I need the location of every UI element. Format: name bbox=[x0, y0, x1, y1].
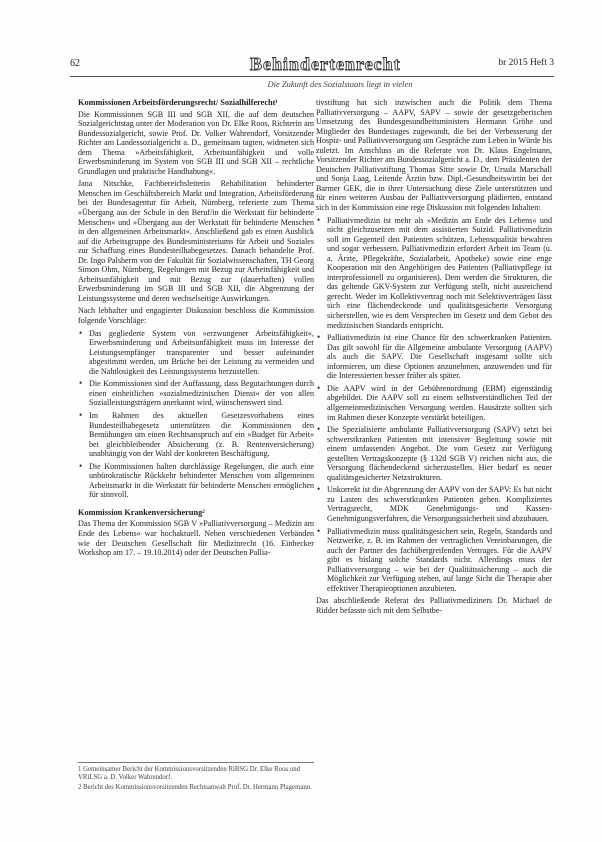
paragraph: Das abschließende Referat des Palliativmediziners Dr. Michael de Ridder befasste sich mit dem Selbstbe- bbox=[316, 596, 552, 615]
journal-title: Behindertenrecht bbox=[250, 54, 401, 74]
running-header bbox=[70, 54, 554, 77]
issue-label: br 2015 Heft 3 bbox=[498, 58, 554, 68]
list-item: • Die AAPV wird in der Gebührenordnung (EBM) eigenständig abgebildet. Die AAPV soll zu einem selbstverständlichen Teil der allgemeinmedizinischen Versorgung werden. Hausärzte sollten sich im Rahmen dieser Konzepte verstärkt beteiligen. bbox=[327, 384, 552, 422]
footnote: 1 Gemeinsamer Bericht der Kommissionsvorsitzenden RiBSG Dr. Elke Roos und VRiLSG a. D. Volker Wahrendorf. bbox=[78, 766, 301, 781]
list-item: • Palliativmedizin muss qualitätsgesichert sein, Regeln, Standards und Netzwerke, z. B. im Rahmen der vertraglichen Vereinbarungen, die auch der Partner des fachübergreifenden Vertrages. Für die AAPV gibt es bislang solche Standards nicht. Allerdings muss der Palliativversorgung – wie bei der Qualitätssicherung – auch die Möglichkeit zur Verfügung stehen, auf lange Sicht die Therapie aber effektiver Therapieoptionen anzubieten. bbox=[327, 527, 552, 594]
list-item: • Palliativmedizin ist eine Chance für den schwerkranken Patienten. Das gilt sowohl für die Allgemeine ambulante Versorgung (AAPV) als auch die SAPV. Die Gesellschaft insgesamt sollte sich informieren, um diese Optionen anzunehmen, anzuwenden und für die Interessierten besser früher als später. bbox=[327, 333, 552, 381]
paragraph: Das Thema der Kommission SGB V »Palliativversorgung – Medizin am Ende des Lebens« war hochaktuell. Neben verschiedenen Verbänden wie der Deutschen Gesellschaft für Medizinrecht (16. Einbecker Workshop am 17. – 19.10.2014) oder der Deutschen Pallia- bbox=[78, 519, 314, 558]
footnote: 2 Bericht des Kommissionsvorsitzenden Rechtsanwalt Prof. Dr. Hermann Plagemann. bbox=[78, 784, 312, 791]
left-column bbox=[78, 98, 314, 561]
list-item: • Unkorrekt ist die Abgrenzung der AAPV von der SAPV: Es hat nicht zu Lasten des schwerstkranken Patienten gehen. Kompliziertes Vertragsrecht, MDK Genehmigungs- und Kassen-Genehmigungsverfahren, die Versorgungssicherheit sind abzubauen. bbox=[327, 485, 552, 523]
page-number: 62 bbox=[70, 58, 80, 69]
list-item: • Die Kommissionen halten durchlässige Regelungen, die auch eine unbürokratische Rückkehr behinderter Menschen vom allgemeinen Arbeitsmarkt in die Werkstatt für behinderte Menschen ermöglichen für sinnvoll. bbox=[89, 462, 314, 500]
paragraph: tivstiftung hat sich inzwischen auch die Politik dem Thema Palliativversorgung – AAPV, SAPV – sowie der gesetzgeberischen Umsetzung des Bundesgesundheitsministers Hermann Gröhe und Mitglieder des Bundestages zugewandt, die bei der Verbesserung der Hospiz- und Palliativversorgung um Gespräche zum Leben in Würde bis zuletzt. Im Anschluss an die Referate von Dr. Klaus Engelmann, Vorsitzender Richter am Bundessozialgericht a. D., dem Präsidenten der Deutschen Palliativstiftung Thomas Sitte sowie Dr. Ursula Marschall und Sonja Laag, Leitende Ärztin bzw. Dipl.-Gesundheitswirtin bei der Barmer GEK, die in ihrer Untersuchung diese Ziele unterstützten und für einen weiteren Ausbau der Palliativversorgung plädierten, entstand sich in der Kommission eine rege Diskussion mit folgenden Inhalten: bbox=[316, 98, 552, 213]
list-item: • Das gegliederte System von »erzwungener Arbeitsfähigkeit«, Erwerbsminderung und Arbeitsunfähigkeit muss im Interesse der Leistungsempfänger transparenter und besser aufeinander abgestimmt werden, um Brüche bei der Leistung zu vermeiden und die Nahtlosigkeit des Leistungssystems herzustellen. bbox=[89, 329, 314, 377]
section-heading: Kommissionen Arbeitsförderungsrecht/ Sozialhilferecht¹ bbox=[78, 98, 278, 107]
list-item: • Die Spezialisierte ambulante Palliativversorgung (SAPV) setzt bei schwerstkranken Patienten mit intensiver Begleitung sowie mit einem umfassenden Angebot. Die vom Gesetz zur Verfügung gestellten Vertragskonzepte (§ 132d SGB V) reichen nicht aus, die Versorgung flächendeckend sicherzustellen. Hier bedarf es neuer qualitätsgesicherter Netzstrukturen. bbox=[327, 425, 552, 482]
section-heading: Kommission Krankenversicherung² bbox=[78, 507, 205, 517]
paragraph: Jana Nitschke, Fachbereichsleiterin Rehabilitation behinderter Menschen im Geschäftsbereich Markt und Integration, Arbeitsförderung bei der Bundesagentur für Arbeit, Nürnberg, referierte zum Thema »Übergang aus der Schule in den Beruf/in die Werkstatt für behinderte Menschen« und »Übergang aus der Werkstatt für behinderte Menschen in den allgemeinen Arbeitsmarkt«. Anschließend gab es einen Ausblick auf die Arbeitsgruppe des Bundesministeriums für Arbeit und Soziales zur Schaffung eines Bundesteilhabegesetzes. Danach behandelte Prof. Dr. Ingo Palsherm von der Fakultät für Sozialwissenschaften, TH Georg Simon Ohm, Nürnberg, Regelungen mit Bezug zur Arbeitsfähigkeit und Arbeitsunfähigkeit und mit Bezug zur (dauerhaften) vollen Erwerbsminderung im SGB III und SGB XII, die Abgrenzung der Leistungssysteme und deren wechselseitige Auswirkungen. bbox=[78, 179, 314, 303]
list-item: • Palliativmedizin ist mehr als »Medizin am Ende des Lebens« und nicht gleichzusetzen mit dem assistierten Suizid. Palliativmedizin soll im Gegenteil den Patienten schützen, Lebensqualität bewahren und sogar verbessern. Palliativmedizin erfordert Arbeit im Team (u. a. Ärzte, Pflegekräfte, Sozialarbeit, Apotheke) sowie eine enge Kooperation mit den Angehörigen des Patienten (Palliativpflege ist interprofessionell zu organisieren). Dem werden die Strukturen, die das geltende GKV-System zur Verfügung stellt, nicht ausreichend gerecht. Weder im Kollektivvertrag noch mit Selektivverträgen lässt sich eine flächendeckende und qualitätsgesicherte Versorgung sicherstellen, wie es dem Versprechen im Gesetz und dem Gebot des medizinischen Standards entspricht. bbox=[327, 216, 552, 331]
footnotes bbox=[78, 762, 314, 794]
discussion-list bbox=[316, 216, 552, 594]
list-item: • Die Kommissionen sind der Auffassung, dass Begutachtungen durch einen einheitlichen »sozialmedizinischen Dienst« der von allen Sozialleistungsträgern anerkannt wird, wünschenswert sind. bbox=[89, 379, 314, 408]
list-item: • Im Rahmen des aktuellen Gesetzesvorhabens eines Bundesteilhabegesetz unterstützen die Kommissionen den Bemühungen um einen Rechtsanspruch auf ein »Budget für Arbeit« bei gleichbleibender Absicherung (z. B. Rentenversicherung) unabhängig von der Wahl der konkreten Beschäftigung. bbox=[89, 411, 314, 459]
paragraph: Nach lebhafter und engagierter Diskussion beschloss die Kommission folgende Vorschläge: bbox=[78, 306, 314, 326]
paragraph: Die Kommissionen SGB III und SGB XII, die auf dem deutschen Sozialgerichtstag unter der Moderation von Dr. Elke Roos, Richterin am Bundessozialgericht, sowie Prof. Dr. Volker Wahrendorf, Vorsitzender Richter am Landessozialgericht a. D., gemeinsam tagten, widmeten sich dem Thema »Arbeitsfähigkeit, Arbeitsunfähigkeit und volle Erwerbsminderung im System von SGB III und SGB XII – rechtliche Grundlagen und praktische Handhabung«. bbox=[78, 109, 314, 176]
proposal-list bbox=[78, 329, 314, 500]
right-column bbox=[316, 98, 552, 618]
header-tagline: Die Zukunft des Sozialstaats liegt in vielen bbox=[267, 79, 413, 89]
